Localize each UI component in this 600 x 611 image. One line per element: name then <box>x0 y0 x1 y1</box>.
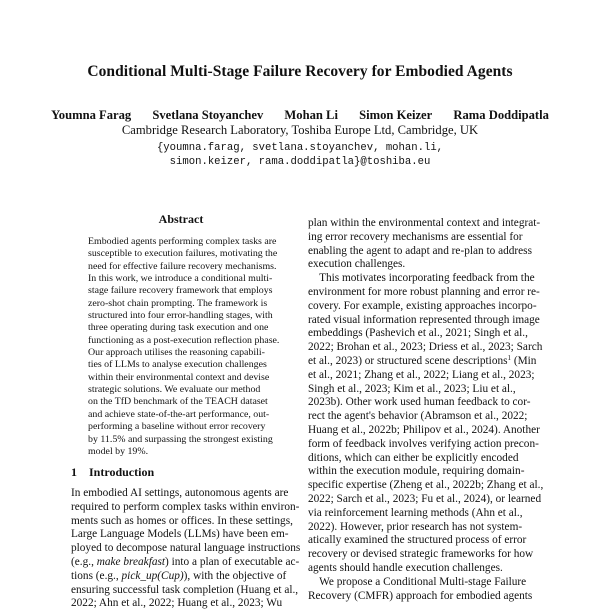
author-name: Svetlana Stoyanchev <box>152 108 264 122</box>
abstract-body <box>88 236 278 458</box>
text-fragment: tions (e.g., <box>71 569 122 582</box>
text-fragment: (Min <box>511 354 537 367</box>
text-line: within their environmental context and devise <box>88 371 270 383</box>
text-line: recovery or devised strategic frameworks for how <box>308 548 534 561</box>
footnote-marker: 1 <box>507 353 512 362</box>
text-line: 2022; Ahn et al., 2022; Huang et al., 2023; Wu <box>71 597 283 610</box>
text-line: functioning as a post-execution reflection phase. <box>88 334 280 346</box>
text-line: strategic solutions. We evaluate our method <box>88 384 261 396</box>
text-line: environment for more robust planning and error re- <box>308 285 540 298</box>
text-line: structured into four error-handling stages, with <box>88 310 273 322</box>
text-line: covery. For example, existing approaches incorpo- <box>308 299 537 312</box>
text-line: ployed to decompose natural language instructions <box>71 542 301 555</box>
author-list <box>0 108 600 123</box>
text-line: rated visual information represented through image <box>308 313 540 326</box>
text-line: 2022; Brohan et al., 2023; Driess et al., 2023; Sarch <box>308 341 543 354</box>
text-line: model by 19%. <box>88 445 149 457</box>
text-line: Our approach utilises the reasoning capabili- <box>88 347 265 359</box>
text-line: three operating during task execution and one <box>88 322 269 334</box>
italic-example: make breakfast <box>96 555 166 568</box>
text-line: zero-shot chain prompting. The framework is <box>88 297 268 309</box>
text-line: embeddings (Pashevich et al., 2021; Singh et al., <box>308 327 528 340</box>
text-line: atically examined the structured process of error <box>308 534 527 547</box>
text-line: required to perform complex tasks within environ- <box>71 500 300 513</box>
text-line: et al., 2021; Zhang et al., 2022; Liang et al., 2023; <box>308 368 535 381</box>
text-fragment: (e.g., <box>71 555 97 568</box>
text-line: 2023b). Other work used human feedback to cor- <box>308 396 531 409</box>
author-name: Mohan Li <box>284 108 338 122</box>
text-line: Large Language Models (LLMs) have been em- <box>71 528 289 541</box>
author-name: Simon Keizer <box>359 108 433 122</box>
section-title: Introduction <box>89 465 155 479</box>
text-line: ments such as homes or offices. In these settings, <box>71 514 293 527</box>
text-line: Embodied agents performing complex tasks are <box>88 236 277 247</box>
author-emails-line-1: {youmna.farag, svetlana.stoyanchev, mohan.li, <box>156 142 444 154</box>
text-line: ensuring successful task completion (Huang et al., <box>71 583 299 596</box>
text-line: execution challenges. <box>308 258 406 271</box>
text-line: plan within the environmental context and integrat- <box>308 217 541 229</box>
text-line: 2022; Sarch et al., 2023; Fu et al., 2024), or learned <box>308 492 542 505</box>
text-line: and achieve state-of-the-art performance, out- <box>88 408 270 420</box>
text-line <box>71 556 301 570</box>
text-line: within the execution module, requiring domain- <box>308 465 525 478</box>
text-line: In this work, we introduce a conditional multi- <box>88 273 273 285</box>
text-line: susceptible to execution failures, motivating the <box>88 248 278 260</box>
author-emails-line-2: simon.keizer, rama.doddipatla}@toshiba.eu <box>169 156 431 168</box>
text-line: ties of LLMs to analyse execution challenges <box>88 359 267 371</box>
text-line: In embodied AI settings, autonomous agents are <box>71 487 289 499</box>
section-heading-introduction <box>71 465 154 480</box>
text-fragment: et al., 2023) or structured scene descriptions <box>308 354 508 367</box>
text-line <box>308 353 537 369</box>
abstract-heading: Abstract <box>158 212 204 226</box>
paper-title: Conditional Multi-Stage Failure Recovery for Embodied Agents <box>87 63 513 80</box>
affiliation: Cambridge Research Laboratory, Toshiba Europe Ltd, Cambridge, UK <box>121 123 479 137</box>
introduction-left-column <box>71 487 301 611</box>
text-line: need for effective failure recovery mechanisms. <box>88 260 277 272</box>
text-line: ditions, which can either be explicitly encoded <box>308 451 519 464</box>
text-fragment: ) into a plan of executable ac- <box>165 555 300 568</box>
text-line: form of feedback involves verifying action precon- <box>308 437 539 450</box>
text-line: Singh et al., 2023; Kim et al., 2023; Liu et al., <box>308 382 516 395</box>
text-line: rect the agent's behavior (Abramson et al., 2022; <box>308 410 528 423</box>
text-line <box>71 570 301 584</box>
author-name: Youmna Farag <box>51 108 132 122</box>
section-number: 1 <box>71 465 77 479</box>
author-name: Rama Doddipatla <box>453 108 549 122</box>
text-line: specific expertise (Zheng et al., 2022b; Zhang et al., <box>308 479 544 492</box>
text-line: Huang et al., 2022b; Philipov et al., 2024). Another <box>308 423 540 436</box>
text-line: ing error recovery mechanisms are essential for <box>308 230 523 243</box>
text-line: We propose a Conditional Multi-stage Failure <box>308 575 527 588</box>
text-line: on the TfD benchmark of the TEACH dataset <box>88 396 268 408</box>
introduction-right-column <box>308 217 544 603</box>
text-fragment: ), with the objective of <box>183 569 287 582</box>
text-line: performing a baseline without error recovery <box>88 421 266 433</box>
text-line: 2022). However, prior research has not system- <box>308 520 523 533</box>
text-line: Recovery (CMFR) approach for embodied agents <box>308 589 533 602</box>
text-line: via reinforcement learning methods (Ahn et al., <box>308 506 523 519</box>
text-line: agents should handle execution challenges. <box>308 561 503 574</box>
text-line: by 11.5% and surpassing the strongest existing <box>88 433 273 445</box>
text-line: This motivates incorporating feedback from the <box>308 272 535 285</box>
italic-example: pick_up(Cup) <box>121 569 184 582</box>
text-line: enabling the agent to adapt and re-plan to address <box>308 244 532 257</box>
text-line: stage failure recovery framework that employs <box>88 285 273 297</box>
